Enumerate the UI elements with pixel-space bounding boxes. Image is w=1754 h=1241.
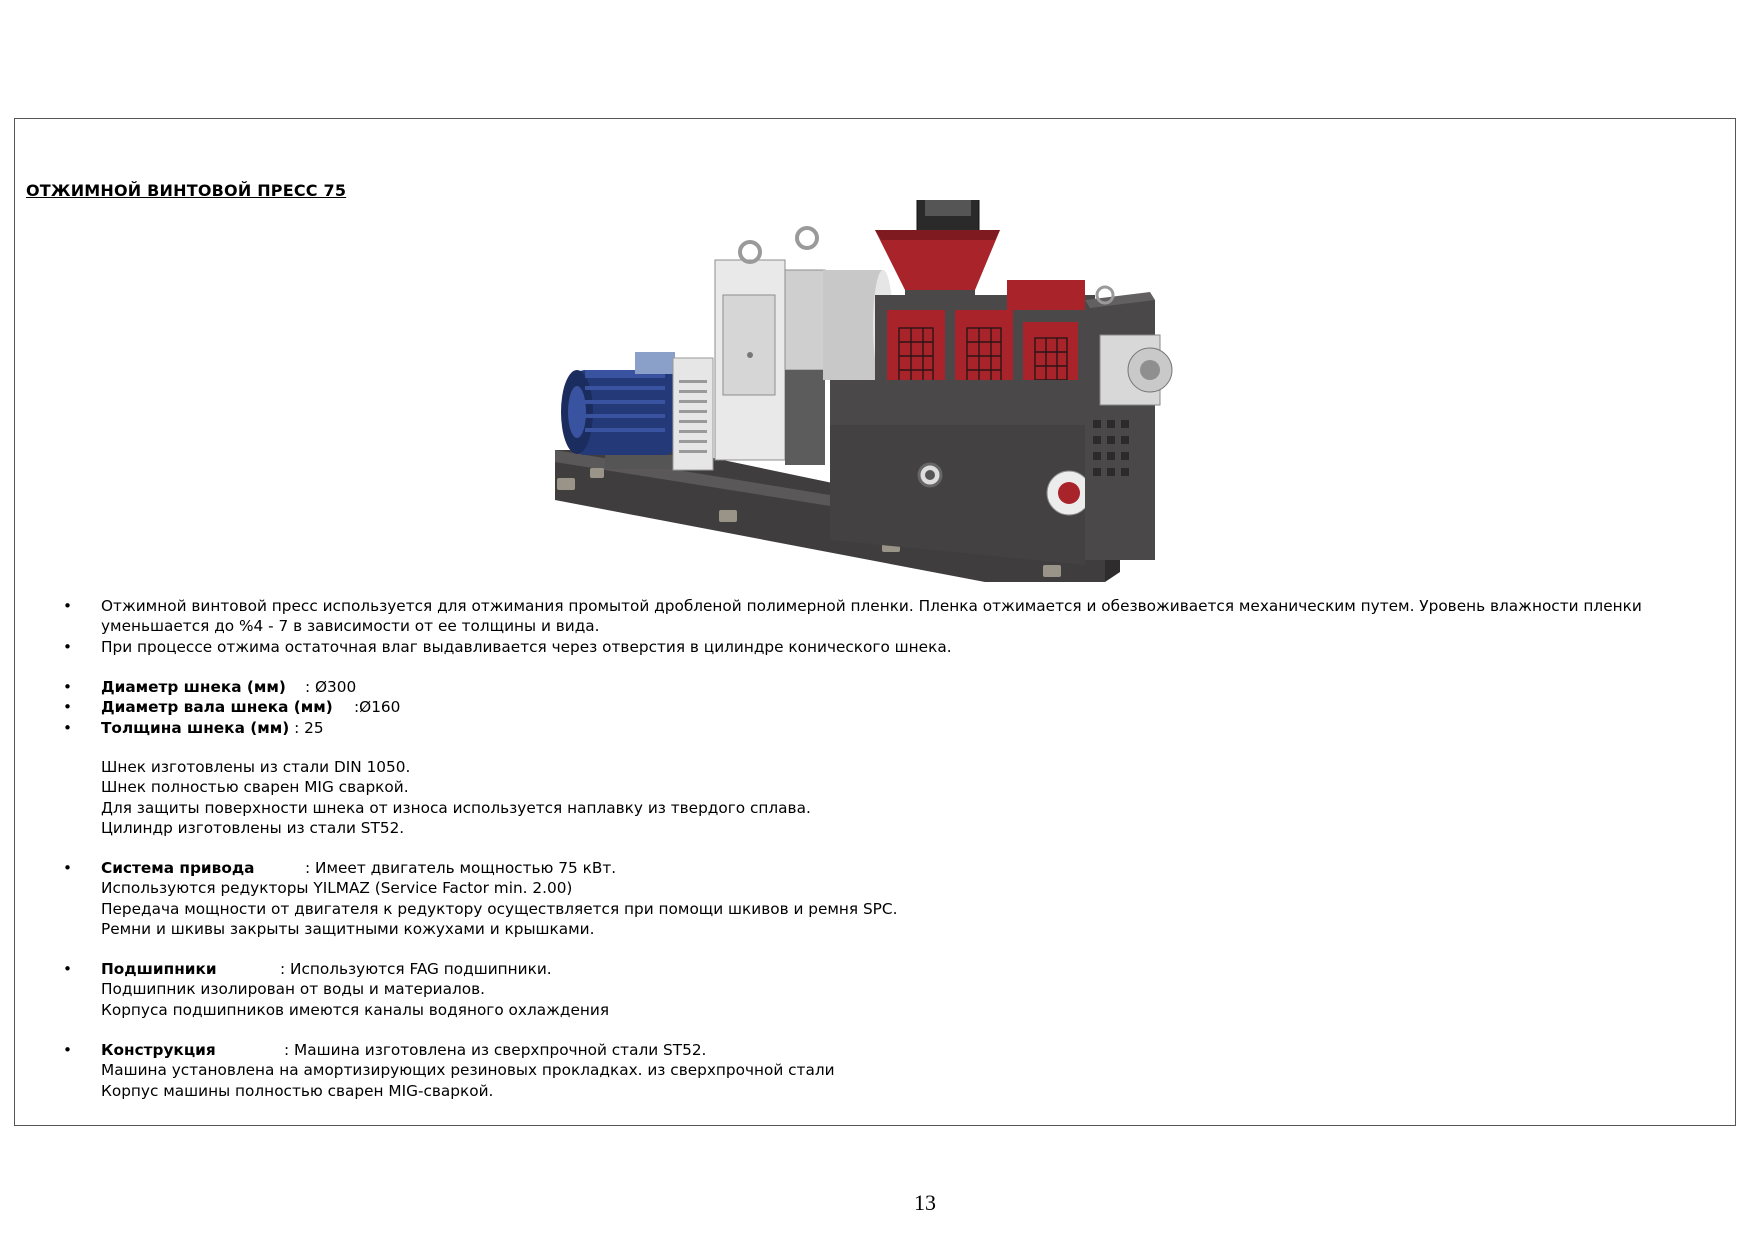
construction-heading [61,1040,1733,1060]
note-line: Подшипник изолирован от воды и материалов. [101,980,485,999]
spec-item [61,677,1733,697]
spec-item [61,718,1733,738]
drive-section [61,858,1733,939]
spec-label: Толщина шнека (мм) [101,718,290,737]
belt-guard [673,358,713,470]
note-line: Для защиты поверхности шнека от износа используется наплавку из твердого сплава. [101,798,811,817]
bearings-value: : Используются FAG подшипники. [280,960,552,978]
construction-label: Конструкция [101,1041,216,1059]
gearbox [715,228,825,465]
note-line: Корпуса подшипников имеются каналы водяного охлаждения [101,1000,610,1019]
drive-value: : Имеет двигатель мощностью 75 кВт. [305,859,617,877]
bearings-heading [61,959,1733,979]
page-number: 13 [914,1190,936,1215]
note-line: Шнек изготовлены из стали DIN 1050. [101,758,411,776]
note-line: Ремни и шкивы закрыты защитными кожухами и крышками. [101,919,595,938]
electric-motor [561,352,675,469]
note-line: Цилиндр изготовлены из стали ST52. [101,818,405,837]
spec-label: Диаметр шнека (мм) [101,678,286,696]
screw-notes [61,757,1733,838]
note-line: Используются редукторы YILMAZ (Service Factor min. 2.00) [101,879,573,898]
intro-item: • При процессе отжима остаточная влаг выдавливается через отверстия в цилиндре конического шнека. [61,637,1733,657]
note-line: Машина установлена на амортизирующих резиновых прокладках. из сверхпрочной стали [101,1061,835,1080]
note-line: Передача мощности от двигателя к редуктору осуществляется при помощи шкивов и ремня SPC. [101,899,898,918]
screw-press-illustration [545,200,1205,600]
spec-list [61,677,1733,738]
construction-value: : Машина изготовлена из сверхпрочной стали ST52. [284,1041,707,1059]
feed-hopper [875,200,1000,302]
spec-item [61,697,1733,717]
spec-value: : Ø300 [305,678,357,696]
bearings-label: Подшипники [101,960,217,978]
drive-label: Система привода [101,859,255,877]
spec-value: : 25 [294,718,324,737]
spec-value: :Ø160 [354,698,401,717]
bearings-section [61,959,1733,1020]
drive-heading [61,858,1733,878]
construction-section [61,1040,1733,1101]
intro-list [61,596,1733,657]
note-line: Шнек полностью сварен MIG сваркой. [101,778,409,797]
note-line: Корпус машины полностью сварен MIG-сваркой. [101,1081,494,1100]
die-head [1085,287,1172,560]
intro-item: • Отжимной винтовой пресс используется для отжимания промытой дробленой полимерной пленки. Пленка отжимается и обезвоживается механическим путем. Уровень влажности пленки уменьшается до %4 - 7 в зависимости от ее толщины и вида. [61,596,1733,637]
spec-label: Диаметр вала шнека (мм) [101,698,333,717]
page-title: ОТЖИМНОЙ ВИНТОВОЙ ПРЕСС 75 [26,181,347,200]
